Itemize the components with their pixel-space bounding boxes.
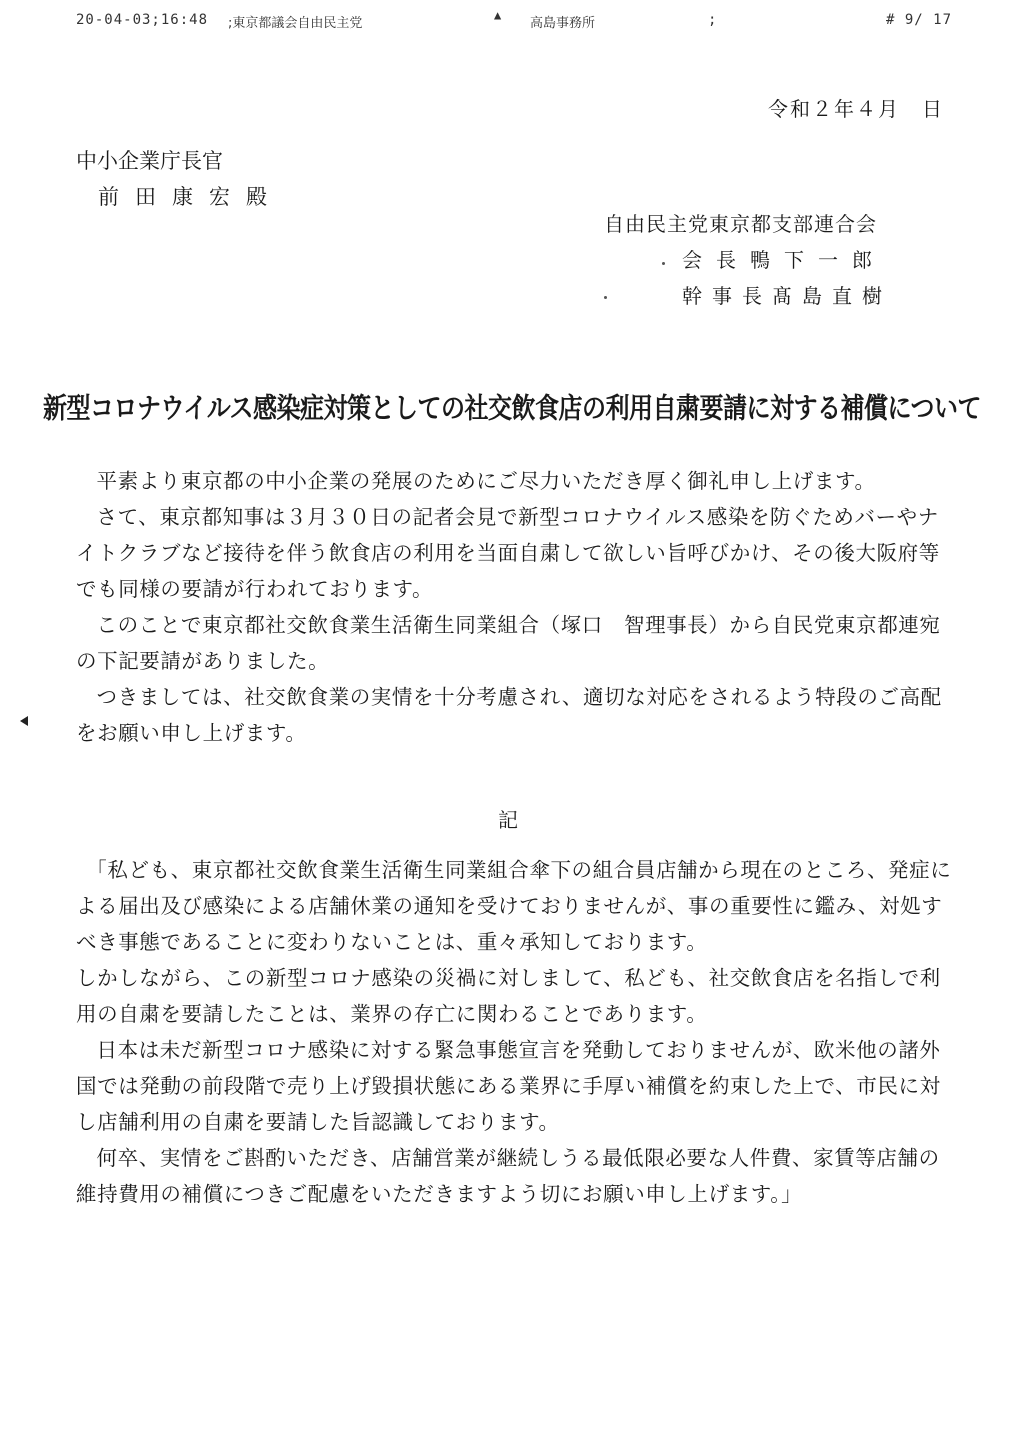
quote-paragraph: 何卒、実情をご斟酌いただき、店舗営業が継続しうる最低限必要な人件費、家賃等店舗の維持費用の補償につきご配慮をいただきますよう切にお願い申し上げます。」	[76, 1146, 940, 1206]
sender-secretary	[604, 278, 892, 314]
body-paragraph: このことで東京都社交飲食業生活衛生同業組合（塚口 智理事長）から自民党東京都連宛の下記要請がありました。	[76, 613, 941, 673]
scan-speck	[604, 296, 607, 299]
secretary-role: 幹事長	[682, 284, 772, 308]
body-paragraph: つきましては、社交飲食業の実情を十分考慮され、適切な対応をされるよう特段のご高配をお願い申し上げます。	[76, 685, 942, 745]
quoted-request	[76, 852, 952, 1212]
sender-block	[604, 206, 892, 314]
secretary-name: 髙島直樹	[772, 284, 892, 308]
document-date: 令和２年４月 日	[768, 97, 944, 121]
fax-office: 高島事務所	[530, 16, 596, 31]
quote-paragraph: 日本は未だ新型コロナ感染に対する緊急事態宣言を発動しておりませんが、欧米他の諸外国では発動の前段階で売り上げ毀損状態にある業界に手厚い補償を約束した上で、市民に対し店舗利用の自粛を要請した旨認識しております。	[76, 1038, 941, 1134]
recipient-block	[76, 143, 283, 215]
fax-page-number: # 9/ 17	[886, 12, 953, 28]
fax-timestamp: 20-04-03;16:48	[76, 12, 209, 28]
chair-name: 鴨下一郎	[750, 248, 886, 272]
fax-separator: ;	[708, 12, 717, 28]
fax-mark-icon: ▲	[494, 8, 502, 22]
quote-paragraph: しかしながら、この新型コロナ感染の災禍に対しまして、私ども、社交飲食店を名指しで利用の自粛を要請したことは、業界の存亡に関わることであります。	[76, 966, 941, 1026]
body-paragraph: 平素より東京都の中小企業の発展のためにご尽力いただき厚く御礼申し上げます。	[96, 469, 876, 493]
fax-header	[0, 8, 1024, 34]
ki-heading: 記	[498, 808, 518, 832]
sender-chair	[604, 242, 892, 278]
document-body	[76, 463, 948, 751]
quote-paragraph: 「私ども、東京都社交飲食業生活衛生同業組合傘下の組合員店舗から現在のところ、発症による届出及び感染による店舗休業の通知を受けておりませんが、事の重要性に鑑み、対処すべき事態であることに変わりないことは、重々承知しております。	[76, 858, 952, 954]
recipient-title: 中小企業庁長官	[76, 149, 223, 173]
fax-sender: ;東京都議会自由民主党	[228, 16, 363, 31]
left-arrow-icon	[20, 716, 28, 726]
sender-organization: 自由民主党東京都支部連合会	[604, 212, 877, 236]
chair-role: 会長	[682, 248, 750, 272]
document-title: 新型コロナウイルス感染症対策としての社交飲食店の利用自粛要請に対する補償について	[42, 392, 982, 425]
body-paragraph: さて、東京都知事は３月３０日の記者会見で新型コロナウイルス感染を防ぐためバーやナイトクラブなど接待を伴う飲食店の利用を当面自粛して欲しい旨呼びかけ、その後大阪府等でも同様の要請が行われております。	[76, 505, 940, 601]
scan-speck	[662, 262, 665, 265]
recipient-name: 前田康宏殿	[98, 185, 283, 209]
